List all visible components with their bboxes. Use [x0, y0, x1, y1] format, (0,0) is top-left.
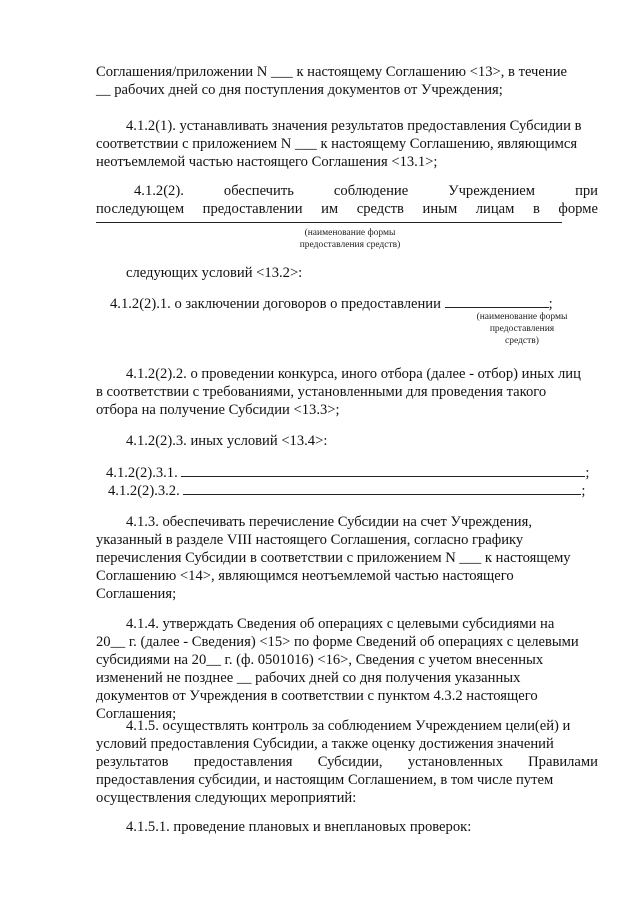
text-line-justified [134, 182, 598, 200]
text-line: 4.1.2(2).2. о проведении конкурса, иного отбора (далее - отбор) иных лиц [126, 366, 581, 382]
word: установленных [407, 754, 503, 770]
text: 4.1.2(2).1. о заключении договоров о предоставлении [110, 296, 441, 312]
word: результатов [96, 754, 169, 770]
text-line: 4.1.5. осуществлять контроль за соблюдением Учреждением цели(ей) и [126, 718, 571, 734]
word: предоставлении [202, 201, 303, 217]
fill-in-line [96, 222, 562, 223]
caption-line: (наименование формы [476, 312, 568, 322]
text: ; [585, 465, 590, 481]
text-line: субсидиями на 20__ г. (ф. 0501016) <16>, Сведения с учетом внесенных [96, 652, 544, 668]
word: Учреждением [448, 183, 536, 199]
text-line-justified [96, 753, 598, 771]
text: ; [581, 483, 586, 499]
field-caption [250, 227, 450, 251]
text-line: неотъемлемой частью настоящего Соглашения <13.1>; [96, 154, 438, 170]
fill-in-blank [181, 463, 585, 477]
word: Правилами [528, 754, 598, 770]
text-line: Соглашения; [96, 586, 177, 602]
text-line: условий предоставления Субсидии, а также оценку достижения значений [96, 736, 554, 752]
text-line: Соглашению <14>, являющимся неотъемлемой частью настоящего [96, 568, 514, 584]
field-caption [460, 311, 584, 347]
caption-line: предоставления [489, 324, 555, 334]
text-line [106, 463, 598, 482]
word: лицам [475, 201, 515, 217]
text: 4.1.2(2).3.2. [108, 483, 180, 499]
text-line: 4.1.3. обеспечивать перечисление Субсидии на счет Учреждения, [126, 514, 532, 530]
word: форме [558, 201, 598, 217]
text-line: отбора на получение Субсидии <13.3>; [96, 402, 340, 418]
text-line: следующих условий <13.2>: [126, 265, 303, 281]
text-line: __ рабочих дней со дня поступления документов от Учреждения; [96, 82, 503, 98]
text-line: указанный в разделе VIII настоящего Соглашения, согласно графику [96, 532, 524, 548]
text-line: Соглашения; [96, 706, 177, 722]
word: последующем [96, 201, 185, 217]
word: 4.1.2(2). [134, 183, 184, 199]
text-line: 4.1.5.1. проведение плановых и внеплановых проверок: [126, 819, 472, 835]
text-line: изменений не позднее __ рабочих дней со дня получения указанных [96, 670, 521, 686]
word: иным [422, 201, 458, 217]
word: в [532, 201, 540, 217]
word: соблюдение [333, 183, 409, 199]
text-line: 20__ г. (далее - Сведения) <15> по форме Сведений об операциях с целевыми [96, 634, 579, 650]
text-line-justified [96, 200, 598, 218]
fill-in-blank [183, 481, 581, 495]
text-line: 4.1.4. утверждать Сведения об операциях с целевыми субсидиями на [126, 616, 555, 632]
caption-line: средств) [505, 336, 539, 346]
text: 4.1.2(2).3.1. [106, 465, 178, 481]
text-line: перечисления Субсидии в соответствии с приложением N ___ к настоящему [96, 550, 571, 566]
text: ; [548, 296, 553, 312]
word: им [321, 201, 339, 217]
text-line: соответствии с приложением N ___ к настоящему Соглашению, являющимся [96, 136, 578, 152]
text-line: в соответствии с требованиями, установленными для проведения такого [96, 384, 547, 400]
text-line: Соглашения/приложении N ___ к настоящему Соглашению <13>, в течение [96, 64, 567, 80]
text-line: осуществления следующих мероприятий: [96, 790, 357, 806]
fill-in-blank [445, 294, 549, 308]
word: средств [356, 201, 404, 217]
text-line: предоставления субсидии, и настоящим Соглашением, в том числе путем [96, 772, 554, 788]
text-line: документов от Учреждения в соответствии с пунктом 4.3.2 настоящего [96, 688, 538, 704]
text-line: 4.1.2(1). устанавливать значения результатов предоставления Субсидии в [126, 118, 582, 134]
word: Субсидии, [317, 754, 383, 770]
word: предоставления [193, 754, 293, 770]
text-line [108, 481, 598, 500]
caption-line: (наименование формы [304, 228, 396, 238]
text-line: 4.1.2(2).3. иных условий <13.4>: [126, 433, 328, 449]
word: обеспечить [223, 183, 294, 199]
word: при [575, 183, 598, 199]
caption-line: предоставления средств) [299, 240, 401, 250]
